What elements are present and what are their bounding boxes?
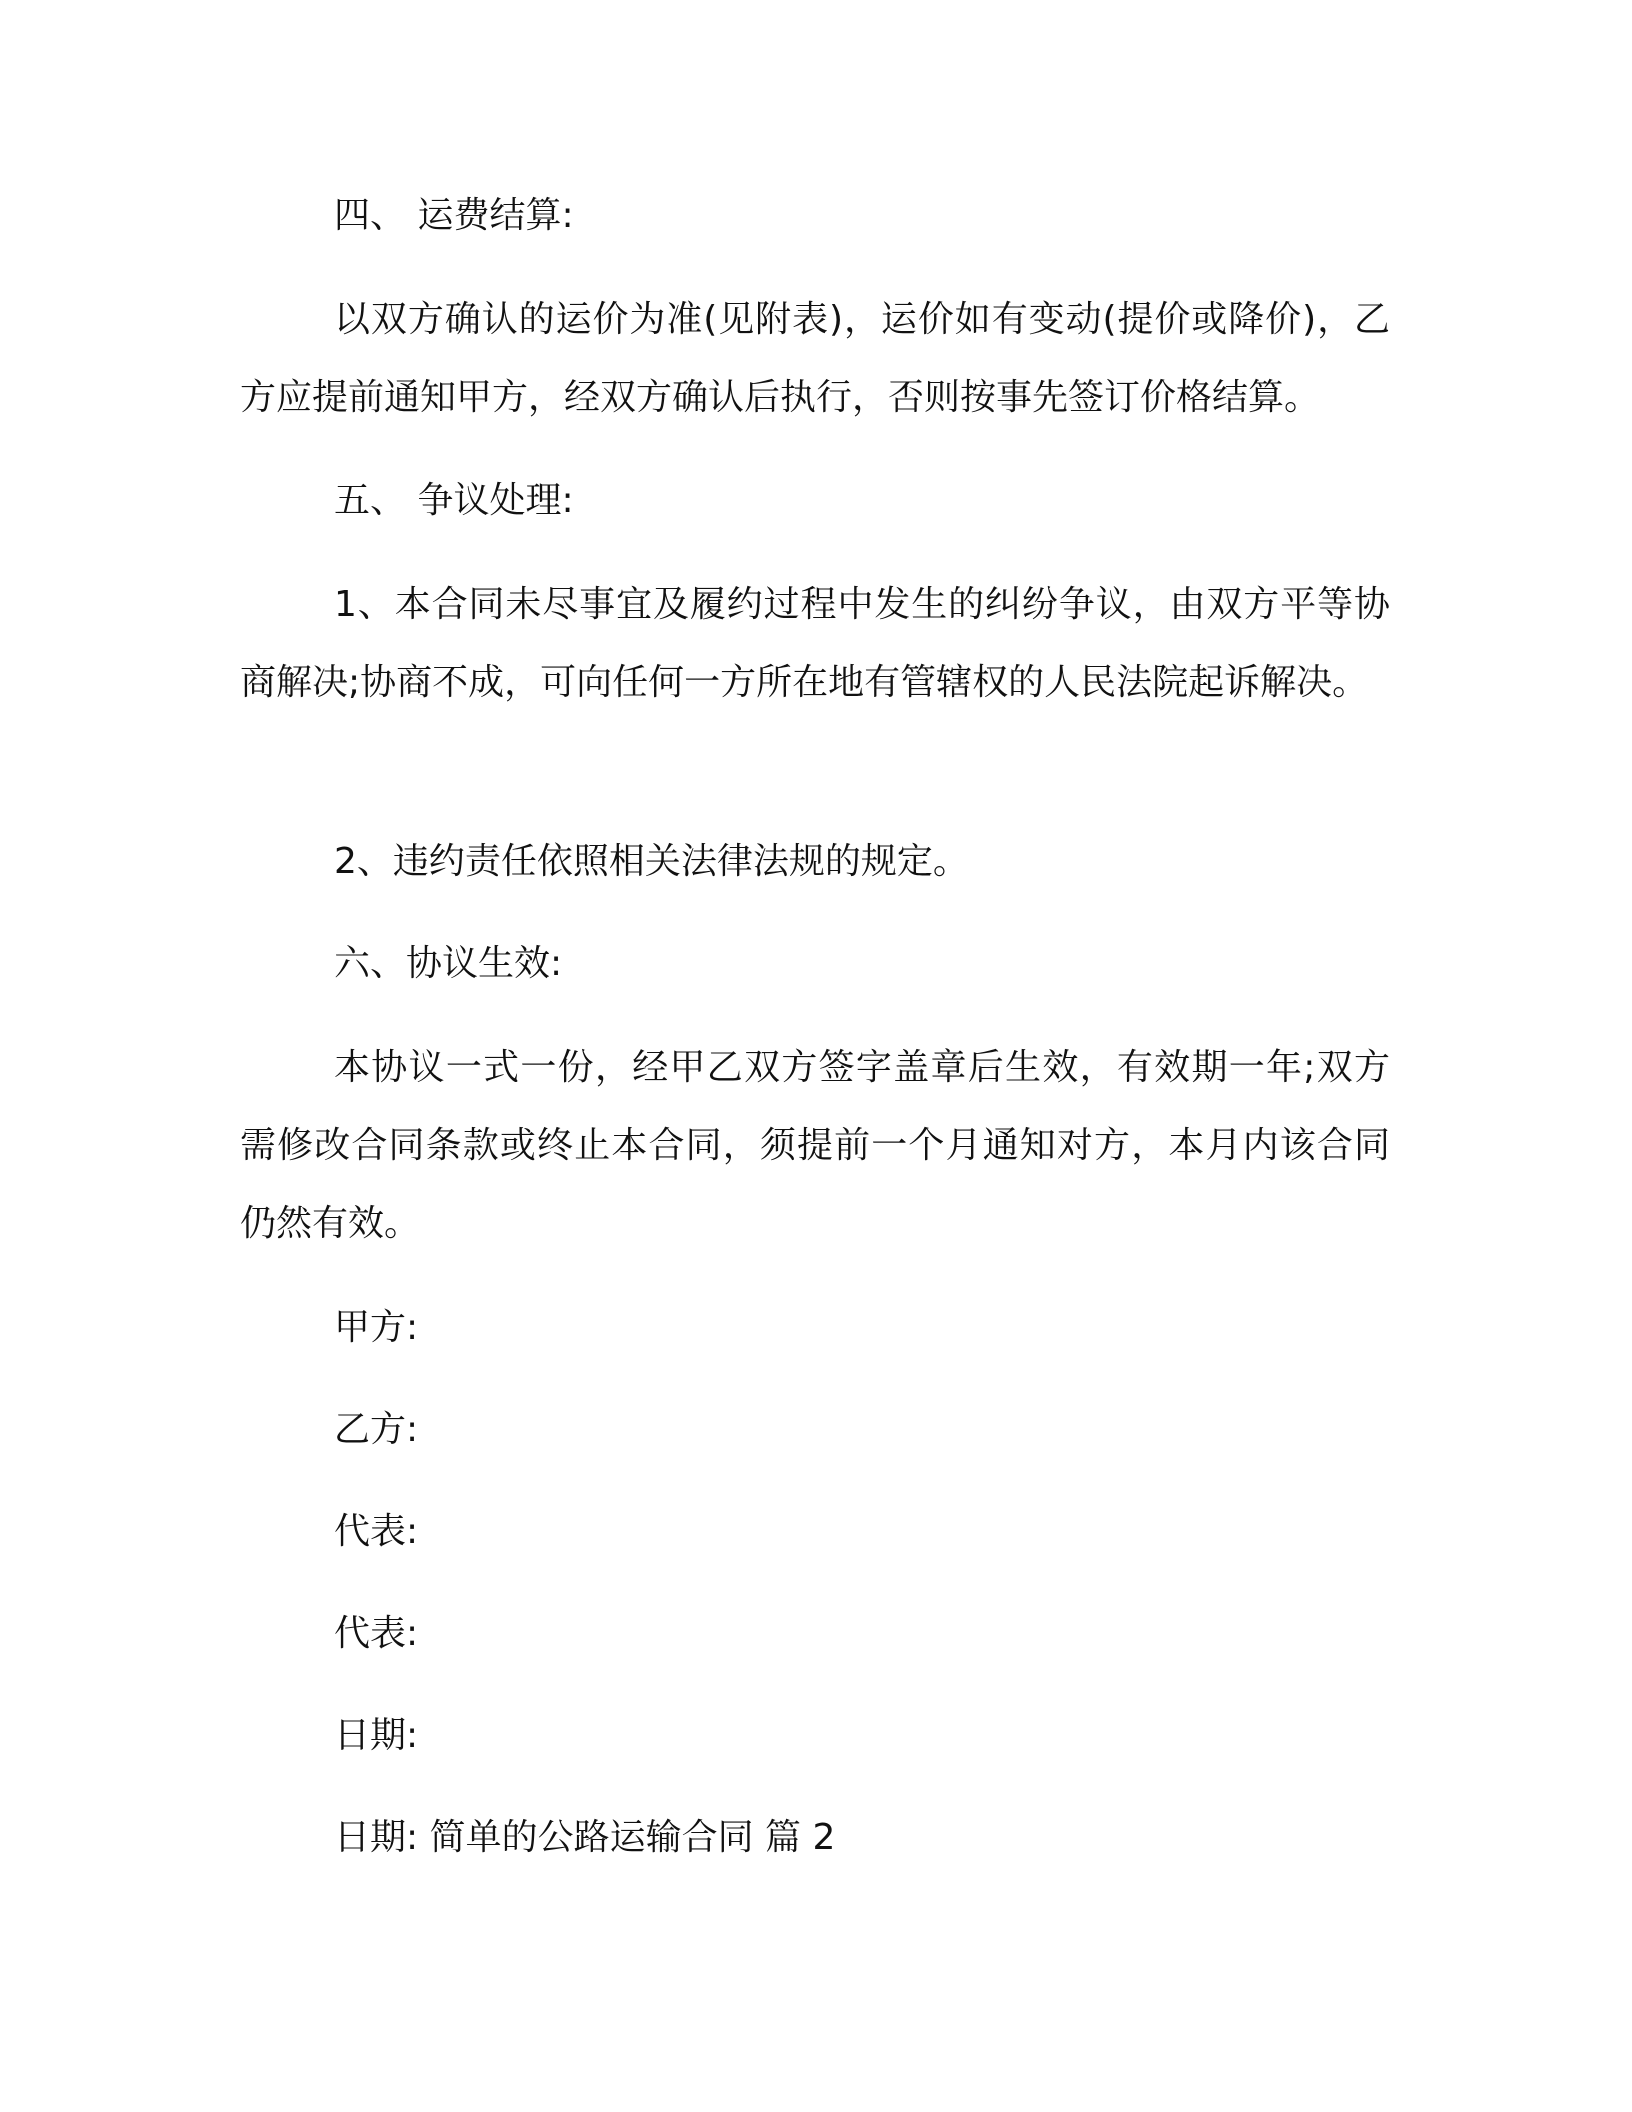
section-6-body: 本协议一式一份，经甲乙双方签字盖章后生效，有效期一年;双方需修改合同条款或终止本合同，须提前一个月通知对方，本月内该合同仍然有效。 <box>240 1047 1390 1244</box>
section-5-item-2: 2、违约责任依照相关法律法规的规定。 <box>334 841 969 882</box>
party-a-label: 甲方: <box>334 1307 419 1348</box>
section-4-body: 以双方确认的运价为准(见附表)，运价如有变动(提价或降价)，乙方应提前通知甲方，经双方确认后执行，否则按事先签订价格结算。 <box>240 299 1390 418</box>
date-b-with-next-title: 日期: 简单的公路运输合同 篇 2 <box>334 1817 836 1858</box>
representative-a-label: 代表: <box>334 1511 419 1552</box>
section-4-heading: 四、 运费结算: <box>334 195 574 236</box>
representative-b-label: 代表: <box>334 1613 419 1654</box>
party-b-label: 乙方: <box>334 1409 419 1450</box>
date-a-label: 日期: <box>334 1715 419 1756</box>
section-5-heading: 五、 争议处理: <box>334 480 574 521</box>
section-6-heading: 六、协议生效: <box>334 943 563 984</box>
section-5-item-1: 1、本合同未尽事宜及履约过程中发生的纠纷争议，由双方平等协商解决;协商不成，可向任何一方所在地有管辖权的人民法院起诉解决。 <box>240 584 1390 703</box>
